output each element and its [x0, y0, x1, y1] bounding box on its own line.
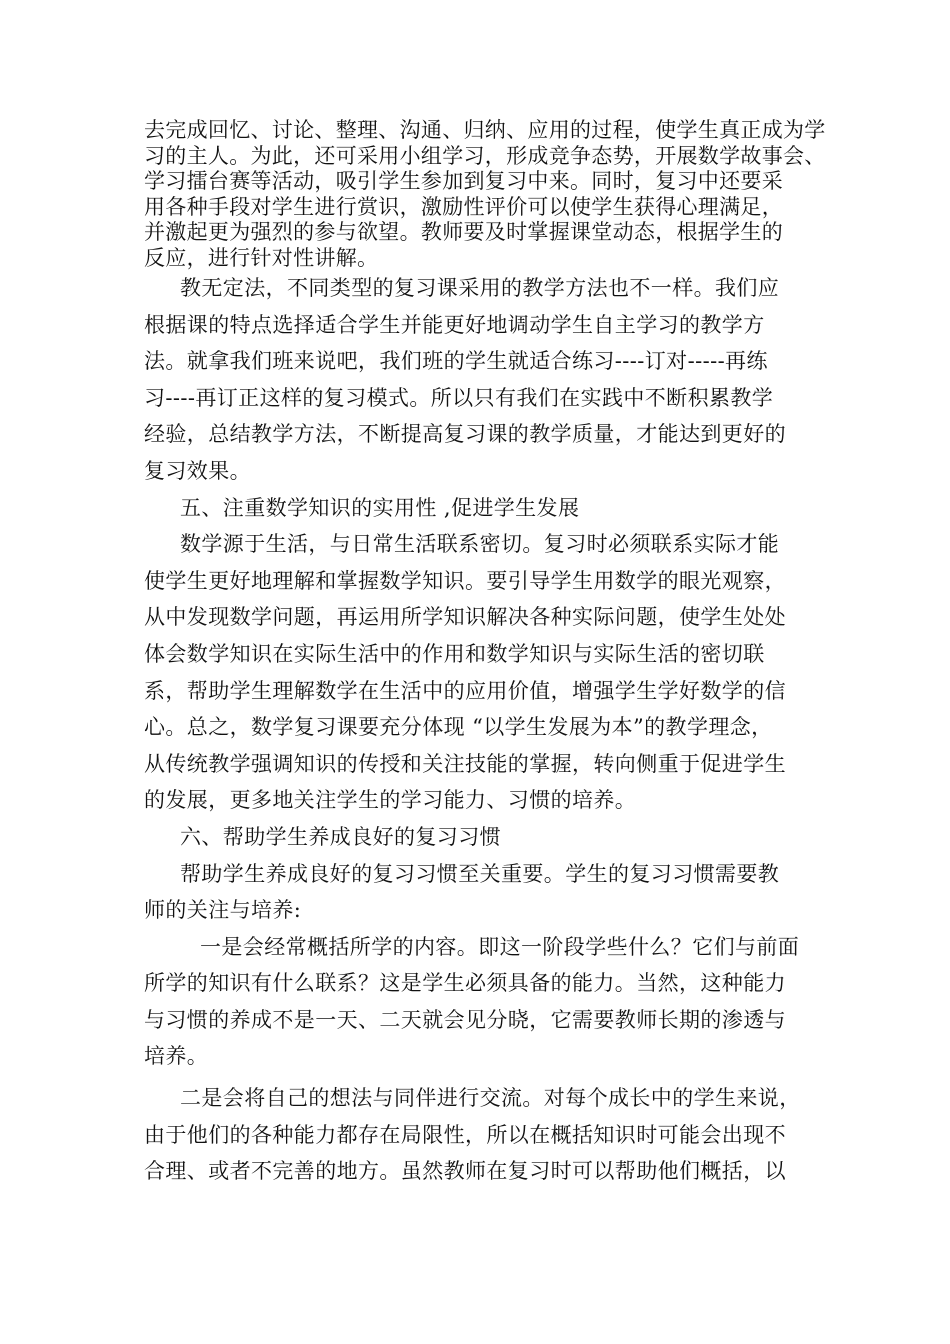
paragraph-practicality — [144, 526, 820, 819]
text-line: 所学的知识有什么联系？这是学生必须具备的能力。当然，这种能力 — [144, 971, 786, 996]
text-line: 用各种手段对学生进行赏识，激励性评价可以使学生获得心理满足， — [144, 194, 783, 219]
paragraph-habit-point-one — [144, 929, 820, 1075]
text-line: 合理、或者不完善的地方。虽然教师在复习时可以帮助他们概括，以 — [144, 1159, 786, 1184]
paragraph-review-habits-intro — [144, 856, 820, 929]
text-line: 培养。 — [144, 1044, 209, 1069]
text-line: 心。总之，数学复习课要充分体现 “以学生发展为本”的教学理念， — [144, 715, 773, 740]
text-line: 复习效果。 — [144, 458, 251, 483]
main-text-block — [144, 270, 820, 1190]
text-line: 根据课的特点选择适合学生并能更好地调动学生自主学习的教学方 — [144, 312, 765, 337]
text-line: 经验，总结教学方法，不断提高复习课的教学质量，才能达到更好的 — [144, 422, 786, 447]
section-heading-5: 五、注重数学知识的实用性 ,促进学生发展 — [180, 495, 580, 520]
text-line: 习的主人。为此，还可采用小组学习，形成竞争态势，开展数学故事会、 — [144, 143, 826, 168]
text-line: 二是会将自己的想法与同伴进行交流。对每个成长中的学生来说， — [180, 1086, 801, 1111]
text-line: 习----再订正这样的复习模式。所以只有我们在实践中不断积累教学 — [144, 385, 774, 410]
text-line: 并激起更为强烈的参与欲望。教师要及时掌握课堂动态，根据学生的 — [144, 220, 783, 244]
text-line: 去完成回忆、讨论、整理、沟通、归纳、应用的过程，使学生真正成为学 — [144, 118, 826, 142]
text-line: 的发展，更多地关注学生的学习能力、习惯的培养。 — [144, 788, 637, 813]
text-line: 从中发现数学问题，再运用所学知识解决各种实际问题，使学生处处 — [144, 605, 786, 630]
text-line: 法。就拿我们班来说吧，我们班的学生就适合练习----订对-----再练 — [144, 349, 768, 374]
paragraph-habit-point-two — [144, 1080, 820, 1190]
text-line: 师的关注与培养: — [144, 898, 302, 923]
text-line: 系，帮助学生理解数学在生活中的应用价值，增强学生学好数学的信 — [144, 678, 786, 703]
text-line: 教无定法，不同类型的复习课采用的教学方法也不一样。我们应 — [180, 276, 780, 300]
text-line: 使学生更好地理解和掌握数学知识。要引导学生用数学的眼光观察， — [144, 568, 786, 593]
text-line: 从传统教学强调知识的传授和关注技能的掌握，转向侧重于促进学生 — [144, 751, 786, 776]
text-line: 数学源于生活，与日常生活联系密切。复习时必须联系实际才能 — [180, 532, 780, 557]
text-line: 学习擂台赛等活动，吸引学生参加到复习中来。同时，复习中还要采 — [144, 169, 783, 193]
paragraph-teaching-methods — [144, 270, 820, 490]
section-heading-6: 六、帮助学生养成良好的复习习惯 — [180, 824, 501, 849]
text-line: 由于他们的各种能力都存在局限性，所以在概括知识时可能会出现不 — [144, 1122, 786, 1147]
text-line: 一是会经常概括所学的内容。即这一阶段学些什么？它们与前面 — [200, 934, 800, 959]
text-line: 反应，进行针对性讲解。 — [144, 245, 379, 270]
text-line: 与习惯的养成不是一天、二天就会见分晓，它需要教师长期的渗透与 — [144, 1007, 786, 1032]
text-line: 帮助学生养成良好的复习习惯至关重要。学生的复习习惯需要教 — [180, 861, 780, 886]
text-line: 体会数学知识在实际生活中的作用和数学知识与实际生活的密切联 — [144, 641, 765, 666]
paragraph-student-participation — [144, 118, 826, 271]
